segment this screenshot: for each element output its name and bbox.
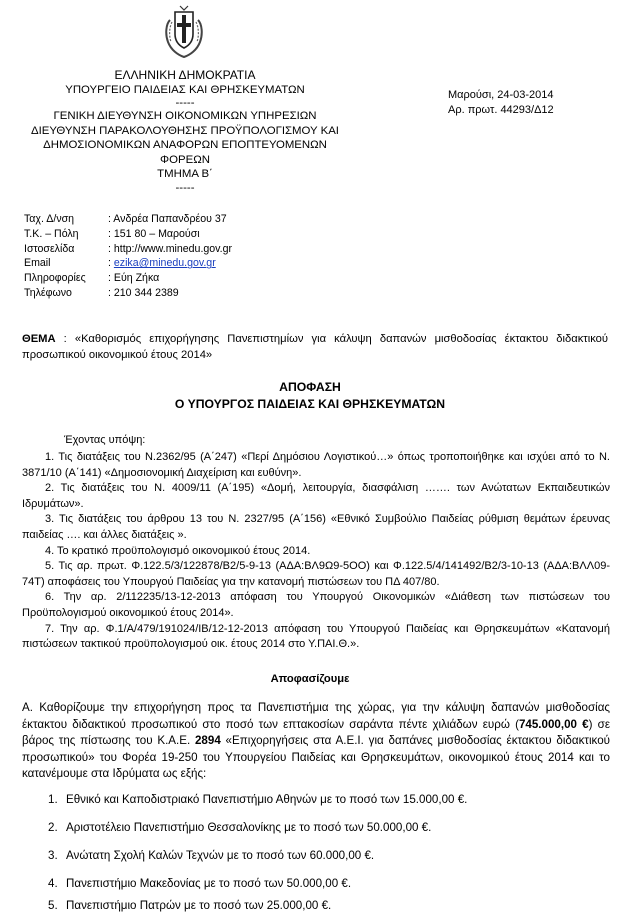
subject-text: : «Καθορισμός επιχορήγησης Πανεπιστημίων για κάλυψη δαπανών μισθοδοσίας έκτακτου διδακτικού προσωπικού οικονομικού έτους 2014»	[22, 333, 608, 361]
contact-row-phone	[24, 286, 232, 301]
contact-label: Ταχ. Δ/νση	[24, 213, 75, 225]
contact-label: Ιστοσελίδα	[24, 242, 75, 255]
university-number: 1.	[48, 793, 58, 806]
contact-row-postcode	[24, 227, 232, 242]
subject-line	[22, 332, 608, 363]
university-number: 5.	[48, 899, 58, 912]
contact-label: Email	[24, 257, 51, 270]
contact-label: Τηλέφωνο	[24, 286, 72, 299]
paragraph-a	[22, 700, 610, 783]
contact-row-website	[24, 242, 232, 257]
paragraph-a-part2: ) σε βάρος της πίστωσης του Κ.Α.Ε.	[22, 717, 610, 748]
contact-value: : 210 344 2389	[108, 286, 179, 299]
directorate-line-2: ΔΙΕΥΘΥΝΣΗ ΠΑΡΑΚΟΛΟΥΘΗΣΗΣ ΠΡΟΫΠΟΛΟΓΙΣΜΟΥ ΚΑΙ	[31, 124, 339, 137]
consideration-item: 6. Την αρ. 2/112235/13-12-2013 απόφαση του Υπουργού Οικονομικών «Διάθεση των πιστώσεων του Προϋπολογισμού οικονομικού έτους 2014».	[22, 591, 610, 619]
university-text: Αριστοτέλειο Πανεπιστήμιο Θεσσαλονίκης με το ποσό των 50.000,00 €.	[66, 821, 432, 834]
republic-name: ΕΛΛΗΝΙΚΗ ΔΗΜΟΚΡΑΤΙΑ	[114, 68, 256, 82]
contact-row-email	[24, 256, 232, 271]
university-number: 3.	[48, 849, 58, 862]
considering-heading: Έχοντας υπόψη:	[64, 434, 146, 446]
consideration-item: 2. Τις διατάξεις του Ν. 4009/11 (Α΄195) «Δομή, λειτουργία, διασφάλιση ……. των Ανώτατων Εκπαιδευτικών Ιδρυμάτων».	[22, 482, 610, 510]
directorate-line-3: ΔΗΜΟΣΙΟΝΟΜΙΚΩΝ ΑΝΑΦΟΡΩΝ ΕΠΟΠΤΕΥΟΜΕΝΩΝ ΦΟΡΕΩΝ	[43, 139, 327, 166]
university-number: 4.	[48, 877, 58, 890]
considerations-list	[22, 450, 610, 653]
decision-title-block	[0, 379, 620, 412]
contact-label: Τ.Κ. – Πόλη	[24, 227, 79, 240]
paragraph-a-part1: Α. Καθορίζουμε την επιχορήγηση προς τα Πανεπιστήμια της χώρας, για την κάλυψη δαπανών μισθοδοσίας έκτακτου διδακτικού προσωπικού στο ποσό των επτακοσίων σαράντα πέντε χιλιάδων ευρώ (	[22, 701, 610, 731]
greek-coat-of-arms-emblem	[162, 4, 206, 58]
ministry-name: ΥΠΟΥΡΓΕΙΟ ΠΑΙΔΕΙΑΣ ΚΑΙ ΘΡΗΣΚΕΥΜΑΤΩΝ	[65, 83, 305, 96]
contact-label: Πληροφορίες	[24, 272, 86, 285]
paragraph-a-part3: «Επιχορηγήσεις στα Α.Ε.Ι. για δαπάνες μισθοδοσίας έκτακτου διδακτικού προσωπικού» του Φορέα 19-250 του Υπουργείου Παιδείας και Θρησκευμάτων, οικονομικού έτους 2014 και το κατανέμουμε στα Ιδρύματα ως εξής:	[22, 734, 610, 781]
university-item	[48, 877, 351, 890]
place-date: Μαρούσι, 24-03-2014	[448, 89, 554, 101]
protocol-number: Αρ. πρωτ. 44293/Δ12	[448, 103, 554, 116]
header-separator-2: -----	[175, 181, 195, 194]
subject-label: ΘΕΜΑ	[22, 333, 56, 345]
contact-value: : http://www.minedu.gov.gr	[108, 242, 233, 255]
department-name: ΤΜΗΜΑ Β΄	[157, 168, 213, 180]
university-item	[48, 899, 331, 912]
contact-value: : Ανδρέα Παπανδρέου 37	[108, 213, 227, 225]
email-prefix: :	[108, 257, 114, 270]
university-item	[48, 793, 467, 806]
contact-row-address	[24, 212, 232, 227]
contact-info	[24, 212, 232, 301]
university-text: Εθνικό και Καποδιστριακό Πανεπιστήμιο Αθηνών με το ποσό των 15.000,00 €.	[66, 793, 468, 806]
decision-title: ΑΠΟΦΑΣΗ	[279, 380, 341, 394]
directorate-line-1: ΓΕΝΙΚΗ ΔΙΕΥΘΥΝΣΗ ΟΙΚΟΝΟΜΙΚΩΝ ΥΠΗΡΕΣΙΩΝ	[53, 110, 317, 122]
email-link[interactable]: ezika@minedu.gov.gr	[113, 257, 216, 270]
university-item	[48, 849, 374, 862]
contact-row-info	[24, 271, 232, 286]
total-amount: 745.000,00 €	[518, 717, 589, 731]
consideration-item: 1. Τις διατάξεις του Ν.2362/95 (Α΄247) «Περί Δημόσιου Λογιστικού…» όπως τροποποιήθηκε και ισχύει από το Ν. 3871/10 (Α΄141) «Δημοσιονομική Διαχείριση και ευθύνη».	[22, 451, 610, 479]
university-text: Ανώτατη Σχολή Καλών Τεχνών με το ποσό των 60.000,00 €.	[66, 849, 375, 862]
header-separator: -----	[175, 97, 195, 109]
university-item	[48, 821, 431, 834]
consideration-item: 7. Την αρ. Φ.1/Α/479/191024/ΙΒ/12-12-2013 απόφαση του Υπουργού Παιδείας και Θρησκευμάτων «Κατανομή πιστώσεων τακτικού προϋπολογισμού οικ. έτους 2014 στο Υ.ΠΑΙ.Θ.».	[22, 622, 610, 651]
kae-code: 2894	[194, 734, 221, 748]
decision-authority: Ο ΥΠΟΥΡΓΟΣ ΠΑΙΔΕΙΑΣ ΚΑΙ ΘΡΗΣΚΕΥΜΑΤΩΝ	[174, 396, 446, 411]
consideration-item: 5. Τις αρ. πρωτ. Φ.122.5/3/122878/Β2/5-9-13 (ΑΔΑ:ΒΛ9Ω9-5ΟΟ) και Φ.122.5/4/141492/Β2/3-10-13 (ΑΔΑ:ΒΛΛ09-74Τ) αποφάσεις του Υπουργού Παιδείας για την κατανομή πιστώσεων του ΠΔ 407/80.	[22, 560, 610, 588]
consideration-item: 3. Τις διατάξεις του άρθρου 13 του Ν. 2327/95 (Α΄156) «Εθνικό Συμβούλιο Παιδείας ρύθμιση θεμάτων έρευνας παιδείας …. και άλλες διατάξεις ».	[22, 513, 610, 541]
document-meta	[448, 88, 554, 117]
university-number: 2.	[48, 821, 58, 834]
contact-value: : Εύη Ζήκα	[108, 272, 160, 285]
university-text: Πανεπιστήμιο Πατρών με το ποσό των 25.000,00 €.	[66, 899, 332, 912]
consideration-item: 4. Το κρατικό προϋπολογισμό οικονομικού έτους 2014.	[45, 544, 311, 557]
university-text: Πανεπιστήμιο Μακεδονίας με το ποσό των 50.000,00 €.	[66, 877, 352, 890]
issuer-header	[20, 68, 350, 194]
we-decide-heading: Αποφασίζουμε	[270, 673, 350, 685]
contact-value: : 151 80 – Μαρούσι	[108, 227, 200, 240]
